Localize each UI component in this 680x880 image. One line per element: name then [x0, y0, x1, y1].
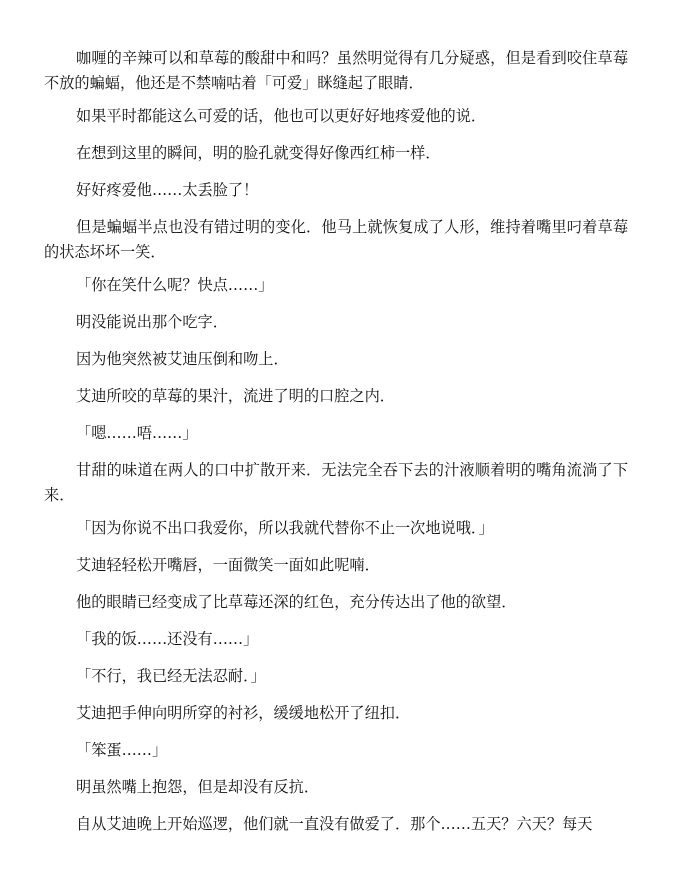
paragraph-5: 但是蝙蝠半点也没有错过明的变化．他马上就恢复成了人形，维持着嘴里叼着草莓的状态坏坏一笑．: [44, 218, 628, 261]
paragraph-10: 「嗯……唔……」: [76, 424, 198, 442]
paragraph-9: 艾迪所咬的草莓的果汁，流进了明的口腔之内．: [76, 387, 395, 405]
paragraph-8: 因为他突然被艾迪压倒和吻上．: [76, 350, 289, 368]
paragraph-19: 明虽然嘴上抱怨，但是却没有反抗．: [76, 778, 319, 796]
paragraph-20: 自从艾迪晚上开始巡逻，他们就一直没有做爱了．那个……五天？六天？每天: [76, 815, 593, 833]
paragraph-16: 「不行，我已经无法忍耐．」: [76, 667, 266, 685]
paragraph-6: 「你在笑什么呢？快点……」: [76, 276, 274, 294]
paragraph-2: 如果平时都能这么可爱的话，他也可以更好好地疼爱他的说．: [76, 107, 487, 125]
paragraph-1: 咖喱的辛辣可以和草莓的酸甜中和吗？虽然明觉得有几分疑惑，但是看到咬住草莓不放的蝙蝠，他还是不禁喃咕着「可爱」眯缝起了眼睛．: [44, 49, 628, 92]
paragraph-11: 甘甜的味道在两人的口中扩散开来．无法完全吞下去的汁液顺着明的嘴角流淌了下来．: [44, 461, 628, 504]
paragraph-4: 好好疼爱他……太丢脸了！: [76, 181, 259, 199]
paragraph-14: 他的眼睛已经变成了比草莓还深的红色，充分传达出了他的欲望．: [76, 593, 517, 611]
paragraph-18: 「笨蛋……」: [76, 741, 168, 759]
paragraph-12: 「因为你说不出口我爱你，所以我就代替你不止一次地说哦．」: [76, 519, 494, 537]
paragraph-3: 在想到这里的瞬间，明的脸孔就变得好像西红柿一样．: [76, 144, 441, 162]
paragraph-7: 明没能说出那个吃字．: [76, 313, 228, 331]
paragraph-17: 艾迪把手伸向明所穿的衬衫，缓缓地松开了纽扣．: [76, 704, 411, 722]
paragraph-13: 艾迪轻轻松开嘴唇，一面微笑一面如此呢喃．: [76, 556, 380, 574]
paragraph-15: 「我的饭……还没有……」: [76, 630, 259, 648]
